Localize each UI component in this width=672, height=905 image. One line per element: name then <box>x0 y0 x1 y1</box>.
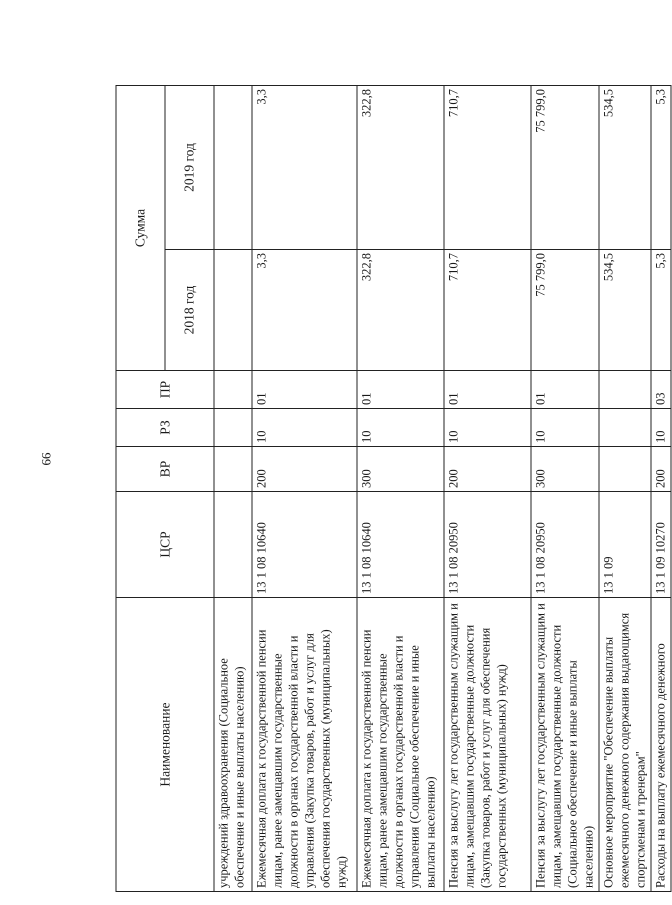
header-name: Наименование <box>116 598 214 892</box>
cell-csr: 13 1 08 20950 <box>444 492 531 598</box>
cell-name: Пенсия за выслугу лет государственным служащим и лицам, замещавшим государственные должности (Социальное обеспечение и иные выплаты населению) <box>531 598 599 892</box>
cell-2018: 3,3 <box>252 250 357 371</box>
cell-pr: 01 <box>252 371 357 409</box>
cell-pr: 01 <box>357 371 444 409</box>
table-row <box>599 85 651 891</box>
cell-rz <box>214 409 252 447</box>
cell-2018: 534,5 <box>599 250 651 371</box>
rotated-budget-table <box>116 86 668 892</box>
cell-name: Расходы на выплату ежемесячного денежного <box>651 598 671 892</box>
cell-pr <box>214 371 252 409</box>
cell-vr <box>214 447 252 492</box>
cell-vr: 200 <box>651 447 671 492</box>
header-vr: ВР <box>116 447 214 492</box>
header-year-2019: 2019 год <box>165 85 214 249</box>
cell-2018: 75 799,0 <box>531 250 599 371</box>
cell-rz: 10 <box>357 409 444 447</box>
page-number: 99 <box>39 452 54 466</box>
header-csr: ЦСР <box>116 492 214 598</box>
cell-2018: 710,7 <box>444 250 531 371</box>
cell-csr: 13 1 09 10270 <box>651 492 671 598</box>
header-rz: РЗ <box>116 409 214 447</box>
cell-pr: 03 <box>651 371 671 409</box>
cell-name: Ежемесячная доплата к государственной пенсии лицам, ранее замещавшим государственные должности в органах государственной власти и управления (Закупка товаров, работ и услуг для обеспечения государственных (муниципальных) нужд) <box>252 598 357 892</box>
cell-rz: 10 <box>444 409 531 447</box>
cell-pr <box>599 371 651 409</box>
cell-csr: 13 1 08 10640 <box>357 492 444 598</box>
cell-2019: 322,8 <box>357 85 444 249</box>
header-sum: Сумма <box>116 85 165 370</box>
cell-rz: 10 <box>651 409 671 447</box>
cell-name: Основное мероприятие "Обеспечение выплаты ежемесячного денежного содержания выдающимся спортсменам и тренерам" <box>599 598 651 892</box>
cell-2019: 710,7 <box>444 85 531 249</box>
cell-2018: 5,3 <box>651 250 671 371</box>
header-year-2018: 2018 год <box>165 250 214 371</box>
cell-2019: 75 799,0 <box>531 85 599 249</box>
cell-vr: 200 <box>444 447 531 492</box>
table-row <box>444 85 531 891</box>
cell-vr: 200 <box>252 447 357 492</box>
cell-2018 <box>214 250 252 371</box>
table-row <box>651 85 671 891</box>
budget-table <box>116 85 672 892</box>
cell-name: Ежемесячная доплата к государственной пенсии лицам, ранее замещавшим государственные должности в органах государственной власти и управления (Социальное обеспечение и иные выплаты населению) <box>357 598 444 892</box>
cell-vr: 300 <box>531 447 599 492</box>
cell-csr: 13 1 08 10640 <box>252 492 357 598</box>
cell-csr <box>214 492 252 598</box>
cell-vr: 300 <box>357 447 444 492</box>
cell-2019: 3,3 <box>252 85 357 249</box>
cell-pr: 01 <box>531 371 599 409</box>
cell-name: Пенсия за выслугу лет государственным служащим и лицам, замещавшим государственные должности (Закупка товаров, работ и услуг для обеспечения государственных (муниципальных) нужд) <box>444 598 531 892</box>
table-row <box>252 85 357 891</box>
cell-2019: 534,5 <box>599 85 651 249</box>
table-row <box>531 85 599 891</box>
cell-vr <box>599 447 651 492</box>
cell-csr: 13 1 09 <box>599 492 651 598</box>
cell-pr: 01 <box>444 371 531 409</box>
cell-name: учреждений здравоохранения (Социальное обеспечение и иные выплаты населению) <box>214 598 252 892</box>
cell-rz <box>599 409 651 447</box>
cell-rz: 10 <box>531 409 599 447</box>
table-row <box>214 85 252 891</box>
cell-rz: 10 <box>252 409 357 447</box>
header-pr: ПР <box>116 371 214 409</box>
cell-2019 <box>214 85 252 249</box>
table-row <box>357 85 444 891</box>
cell-2018: 322,8 <box>357 250 444 371</box>
cell-csr: 13 1 08 20950 <box>531 492 599 598</box>
cell-2019: 5,3 <box>651 85 671 249</box>
